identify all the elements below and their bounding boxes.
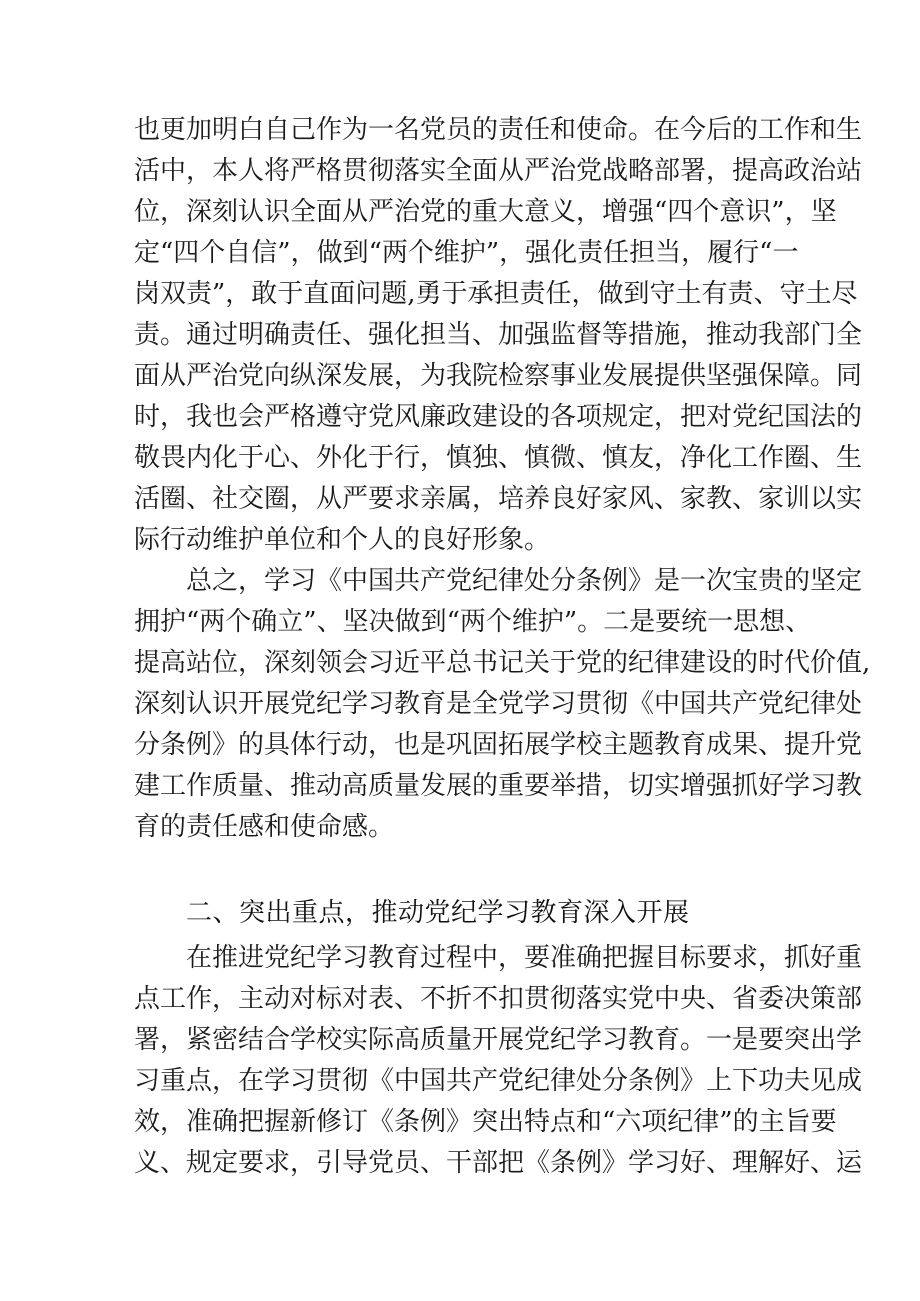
- paragraph-2-line-7: 育的责任感和使命感。: [134, 812, 395, 842]
- paragraph-1-line-2: 活中，本人将严格贯彻落实全面从严治党战略部署，提高政治站: [134, 156, 863, 186]
- paragraph-3-line-3: 署，紧密结合学校实际高质量开展党纪学习教育。一是要突出学: [134, 1025, 863, 1055]
- paragraph-1-line-6: 责。通过明确责任、强化担当、加强监督等措施，推动我部门全: [134, 320, 863, 350]
- paragraph-3-line-5: 效，准确把握新修订《条例》突出特点和“六项纪律”的主旨要: [134, 1107, 837, 1137]
- paragraph-3-line-1: 在推进党纪学习教育过程中，要准确把握目标要求，抓好重: [186, 943, 863, 973]
- paragraph-3-line-6: 义、规定要求，引导党员、干部把《条例》学习好、理解好、运: [134, 1148, 863, 1178]
- paragraph-3-line-2: 点工作，主动对标对表、不折不扣贯彻落实党中央、省委决策部: [134, 984, 863, 1014]
- paragraph-2-line-2: 拥护“两个确立”、坚决做到“两个维护”。二是要统一思想、: [134, 607, 812, 637]
- section-heading: 二、突出重点，推动党纪学习教育深入开展: [186, 898, 690, 928]
- paragraph-1-line-8: 时，我也会严格遵守党风廉政建设的各项规定，把对党纪国法的: [134, 402, 863, 432]
- paragraph-1-line-11: 际行动维护单位和个人的良好形象。: [134, 525, 551, 555]
- paragraph-3-line-4: 习重点，在学习贯彻《中国共产党纪律处分条例》上下功夫见成: [134, 1066, 863, 1096]
- paragraph-1-line-10: 活圈、社交圈，从严要求亲属，培养良好家风、家教、家训以实: [134, 484, 863, 514]
- paragraph-2-line-5: 分条例》的具体行动，也是巩固拓展学校主题教育成果、提升党: [134, 730, 863, 760]
- paragraph-2-line-6: 建工作质量、推动高质量发展的重要举措，切实增强抓好学习教: [134, 771, 863, 801]
- paragraph-2-line-1: 总之，学习《中国共产党纪律处分条例》是一次宝贵的坚定: [186, 566, 863, 596]
- paragraph-1-line-1: 也更加明白自己作为一名党员的责任和使命。在今后的工作和生: [134, 115, 863, 145]
- paragraph-2-line-4: 深刻认识开展党纪学习教育是全党学习贯彻《中国共产党纪律处: [134, 689, 863, 719]
- paragraph-1-line-7: 面从严治党向纵深发展，为我院检察事业发展提供坚强保障。同: [134, 361, 863, 391]
- paragraph-1-line-9: 敬畏内化于心、外化于行，慎独、慎微、慎友，净化工作圈、生: [134, 443, 863, 473]
- paragraph-2-line-3: 提高站位，深刻领会习近平总书记关于党的纪律建设的时代价值,: [134, 648, 871, 678]
- paragraph-1-line-5: 岗双责”，敢于直面问题,勇于承担责任，做到守土有责、守土尽: [134, 279, 858, 309]
- paragraph-1-line-4: 定“四个自信”，做到“两个维护”，强化责任担当，履行“一: [134, 238, 799, 268]
- paragraph-1-line-3: 位，深刻认识全面从严治党的重大意义，增强“四个意识”，坚: [134, 197, 837, 227]
